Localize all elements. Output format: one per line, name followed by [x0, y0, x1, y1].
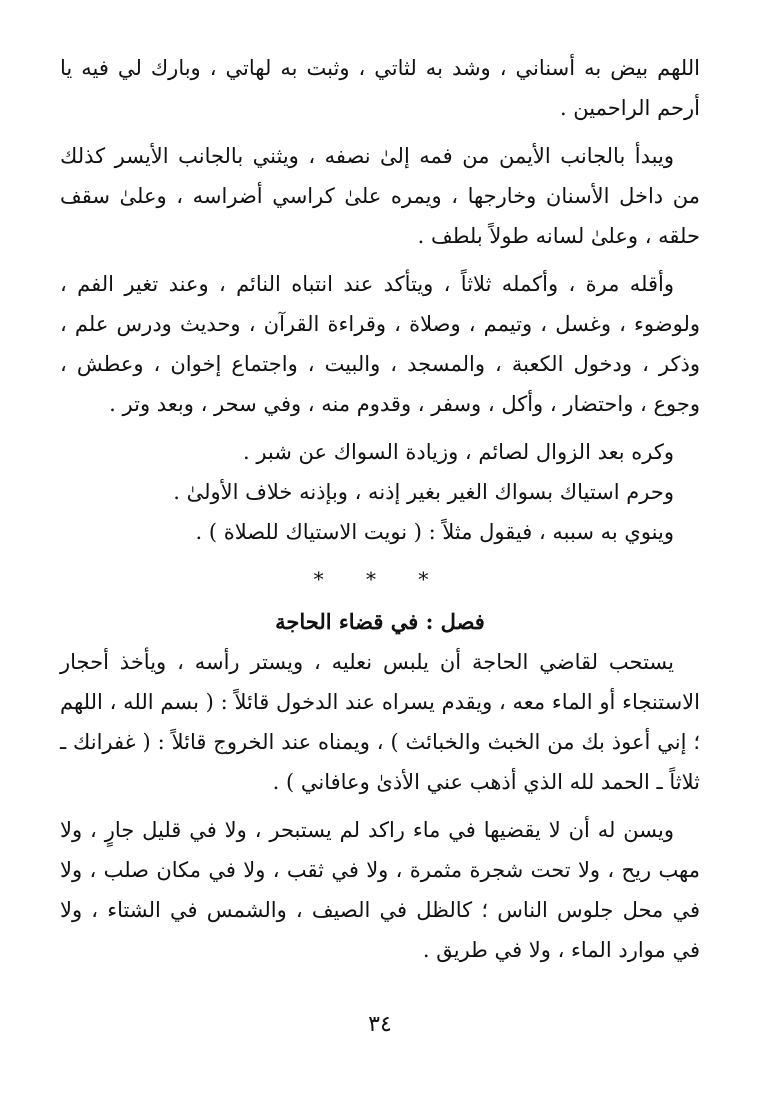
paragraph-prohibited-places: ويسن له أن لا يقضيها في ماء راكد لم يستبحر ، ولا في قليل جارٍ ، ولا مهب ريح ، ولا تحت شجرة مثمرة ، ولا في ثقب ، ولا في مكان صلب ، ولا في محل جلوس الناس ؛ كالظل في الصيف ، والشمس في الشتاء ، ولا في موارد الماء ، ولا في طريق .: [60, 818, 700, 962]
book-page: [60, 48, 700, 970]
paragraph-brushing-method: ويبدأ بالجانب الأيمن من فمه إلىٰ نصفه ، ويثني بالجانب الأيسر كذلك من داخل الأسنان وخارجها ، ويمره علىٰ كراسي أضراسه ، وعلىٰ سقف حلقه ، وعلىٰ لسانه طولاً بلطف .: [60, 144, 700, 248]
paragraph-supplication: اللهم بيض به أسناني ، وشد به لثاتي ، وثبت به لهاتي ، وبارك لي فيه يا أرحم الراحمين .: [60, 56, 700, 120]
paragraph-relieving-etiquette: يستحب لقاضي الحاجة أن يلبس نعليه ، ويستر رأسه ، ويأخذ أحجار الاستنجاء أو الماء معه ، ويقدم يسراه عند الدخول قائلاً : ( بسم الله ، اللهم ؛ إني أعوذ بك من الخبث والخبائث ) ، ويمناه عند الخروج قائلاً : ( غفرانك ـ ثلاثاً ـ الحمد لله الذي أذهب عني الأذىٰ وعافاني ) .: [60, 650, 700, 794]
section-title: فصل : في قضاء الحاجة: [275, 609, 485, 634]
paragraph-disliked: وكره بعد الزوال لصائم ، وزيادة السواك عن شبر .: [242, 440, 674, 464]
paragraph-forbidden: وحرم استياك بسواك الغير بغير إذنه ، وبإذنه خلاف الأولىٰ .: [173, 480, 674, 504]
paragraph-siwak-occasions: وأقله مرة ، وأكمله ثلاثاً ، ويتأكد عند انتباه النائم ، وعند تغير الفم ، ولوضوء ، وغسل ، وتيمم ، وصلاة ، وقراءة القرآن ، وحديث ودرس علم ، وذكر ، ودخول الكعبة ، والمسجد ، والبيت ، واجتماع إخوان ، وعطش ، وجوع ، واحتضار ، وأكل ، وسفر ، وقدوم منه ، وفي سحر ، وبعد وتر .: [60, 272, 700, 416]
section-separator: * * *: [313, 567, 447, 591]
page-number: ٣٤: [368, 1012, 392, 1037]
paragraph-intention: وينوي به سببه ، فيقول مثلاً : ( نويت الاستياك للصلاة ) .: [195, 520, 674, 544]
